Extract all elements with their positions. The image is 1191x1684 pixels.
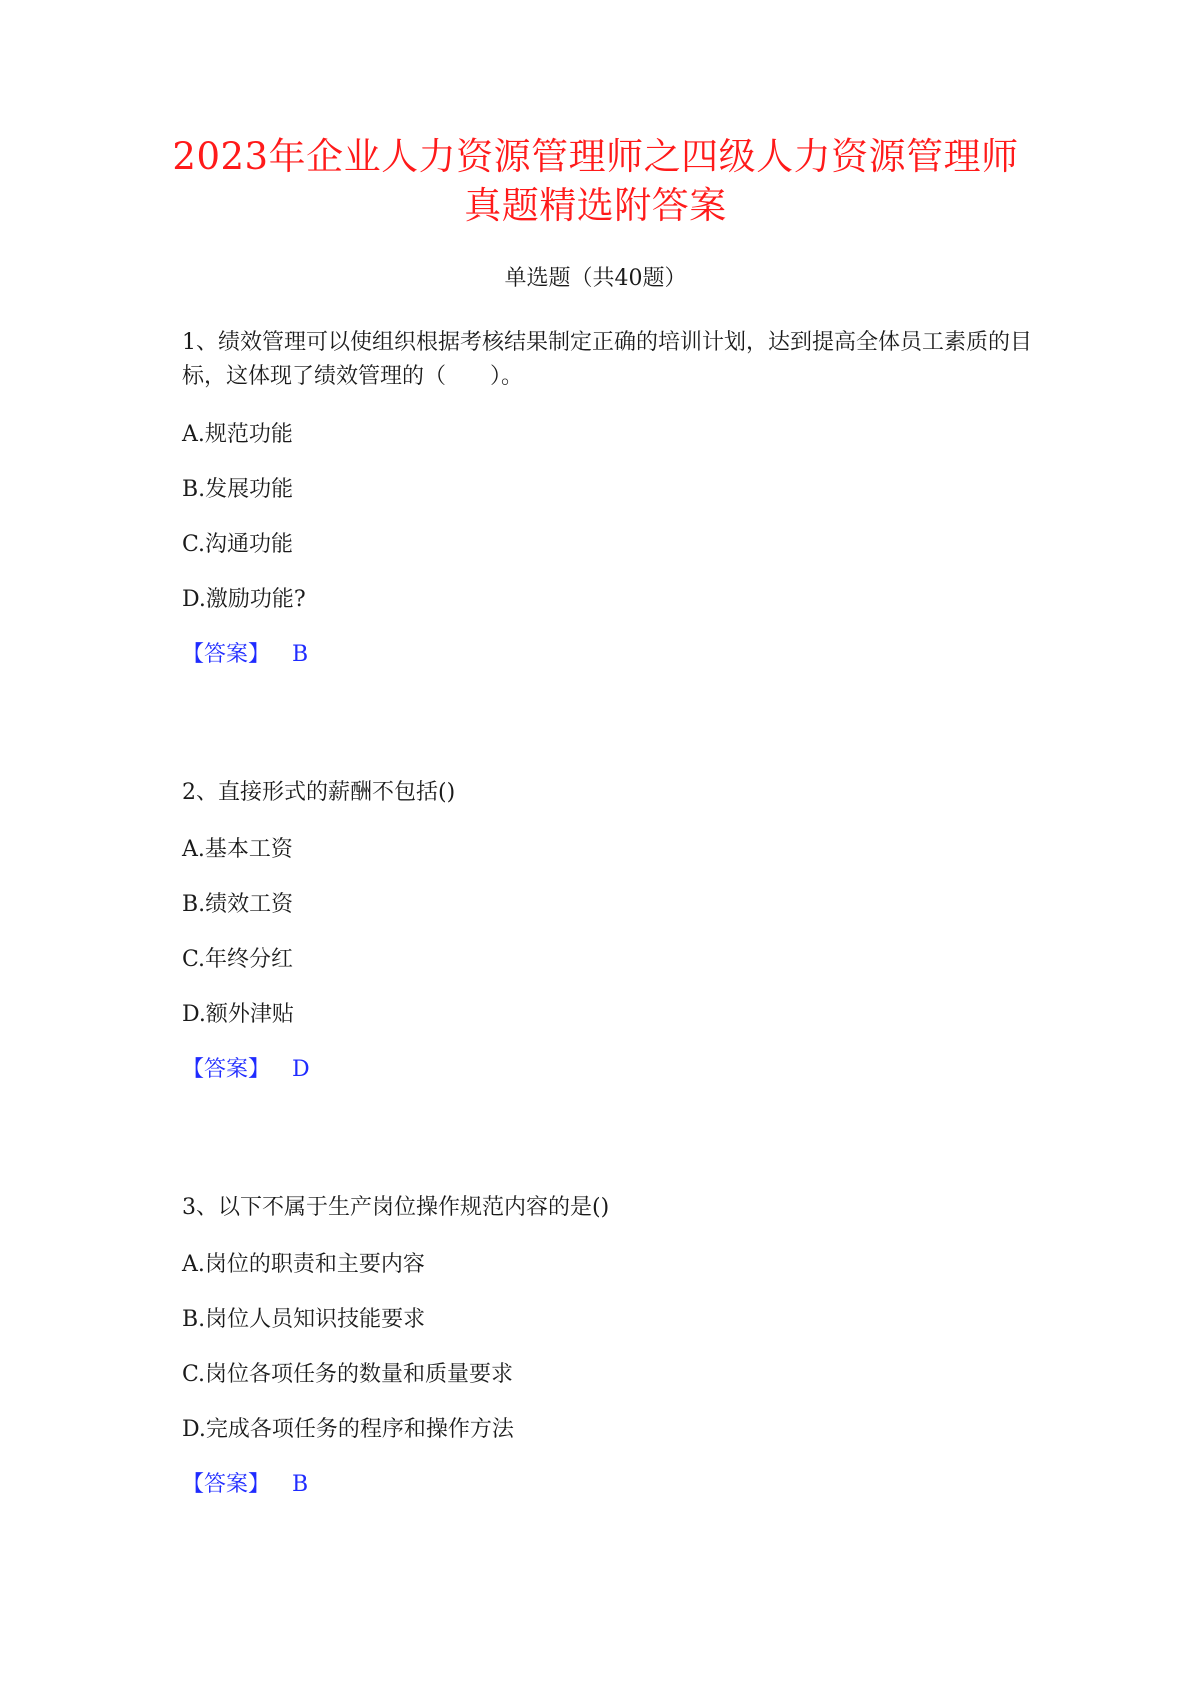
answer-line [182,1470,308,1500]
option-c: C.年终分红 [182,947,294,972]
option-c: C.岗位各项任务的数量和质量要求 [182,1362,514,1387]
answer-line [182,1055,310,1085]
document-title-line-2: 真题精选附答案 [464,184,727,227]
section-heading: 单选题（共40题） [504,266,687,291]
option-c: C.沟通功能 [182,532,294,557]
answer-value: B [292,1472,309,1497]
option-a: A.规范功能 [182,422,293,447]
option-b: B.绩效工资 [182,892,294,917]
answer-label: 【答案】 [182,1057,271,1082]
option-d: D.额外津贴 [182,1002,294,1027]
answer-line [182,640,308,670]
document-title-line-1: 2023年企业人力资源管理师之四级人力资源管理师 [172,135,1019,178]
option-d: D.完成各项任务的程序和操作方法 [182,1417,514,1442]
answer-label: 【答案】 [182,1472,271,1497]
option-b: B.发展功能 [182,477,294,502]
answer-label: 【答案】 [182,642,271,667]
answer-value: D [292,1057,310,1082]
answer-value: B [292,642,309,667]
question-stem: 2、直接形式的薪酬不包括() [182,780,456,805]
question-stem: 1、绩效管理可以使组织根据考核结果制定正确的培训计划，达到提高全体员工素质的目标，这体现了绩效管理的（ ）。 [182,330,1032,389]
option-b: B.岗位人员知识技能要求 [182,1307,426,1332]
option-a: A.岗位的职责和主要内容 [182,1252,425,1277]
question-stem: 3、以下不属于生产岗位操作规范内容的是() [182,1195,610,1220]
option-d: D.激励功能? [182,587,306,612]
option-a: A.基本工资 [182,837,293,862]
